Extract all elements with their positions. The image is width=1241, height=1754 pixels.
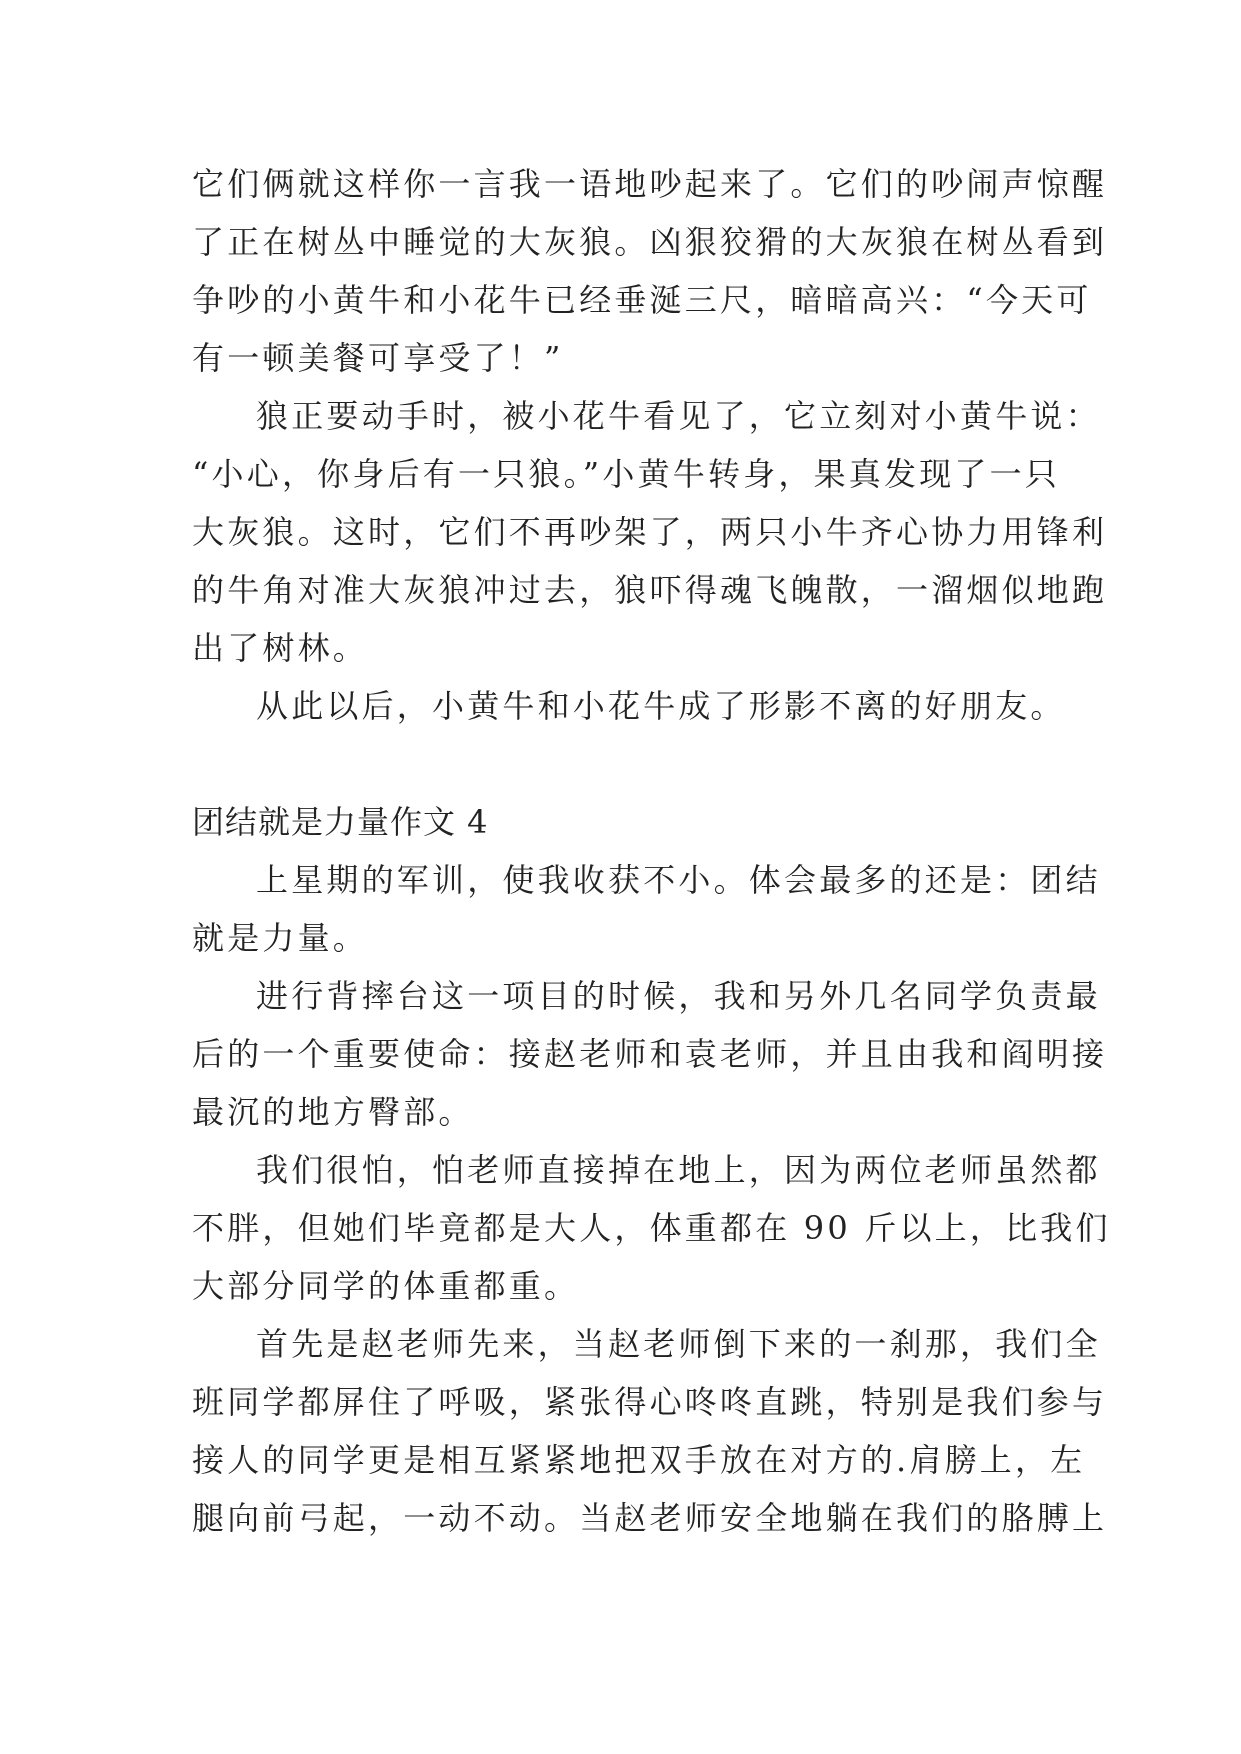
paragraph-line: 狼正要动手时，被小花牛看见了，它立刻对小黄牛说： [256,397,1101,435]
paragraph-line: 腿向前弓起，一动不动。当赵老师安全地躺在我们的胳膊上 [192,1499,1108,1537]
paragraph-line: 最沉的地方臀部。 [192,1093,474,1131]
paragraph-line: 班同学都屏住了呼吸，紧张得心咚咚直跳，特别是我们参与 [192,1383,1108,1421]
paragraph-line: 上星期的军训，使我收获不小。体会最多的还是：团结 [256,861,1101,899]
paragraph-line: 大部分同学的体重都重。 [192,1267,580,1305]
paragraph-line: “小心，你身后有一只狼。”小黄牛转身，果真发现了一只 [192,455,1060,493]
paragraph-line: 从此以后，小黄牛和小花牛成了形影不离的好朋友。 [256,687,1066,725]
paragraph-line: 争吵的小黄牛和小花牛已经垂涎三尺，暗暗高兴：“今天可 [192,281,1092,319]
paragraph-line: 进行背摔台这一项目的时候，我和另外几名同学负责最 [256,977,1101,1015]
paragraph-line: 出了树林。 [192,629,369,667]
paragraph-line: 大灰狼。这时，它们不再吵架了，两只小牛齐心协力用锋利 [192,513,1108,551]
paragraph-line: 我们很怕，怕老师直接掉在地上，因为两位老师虽然都 [256,1151,1101,1189]
paragraph-line: 它们俩就这样你一言我一语地吵起来了。它们的吵闹声惊醒 [192,165,1108,203]
paragraph-line: 了正在树丛中睡觉的大灰狼。凶狠狡猾的大灰狼在树丛看到 [192,223,1108,261]
paragraph-line: 首先是赵老师先来，当赵老师倒下来的一刹那，我们全 [256,1325,1101,1363]
paragraph-line: 不胖，但她们毕竟都是大人，体重都在 90 斤以上，比我们 [192,1209,1111,1247]
paragraph-line: 的牛角对准大灰狼冲过去，狼吓得魂飞魄散，一溜烟似地跑 [192,571,1108,609]
paragraph-line: 后的一个重要使命：接赵老师和袁老师，并且由我和阎明接 [192,1035,1108,1073]
paragraph-line: 接人的同学更是相互紧紧地把双手放在对方的.肩膀上，左 [192,1441,1086,1479]
paragraph-line: 有一顿美餐可享受了！” [192,339,564,377]
paragraph-line: 就是力量。 [192,919,369,957]
section-heading: 团结就是力量作文 4 [192,803,489,841]
